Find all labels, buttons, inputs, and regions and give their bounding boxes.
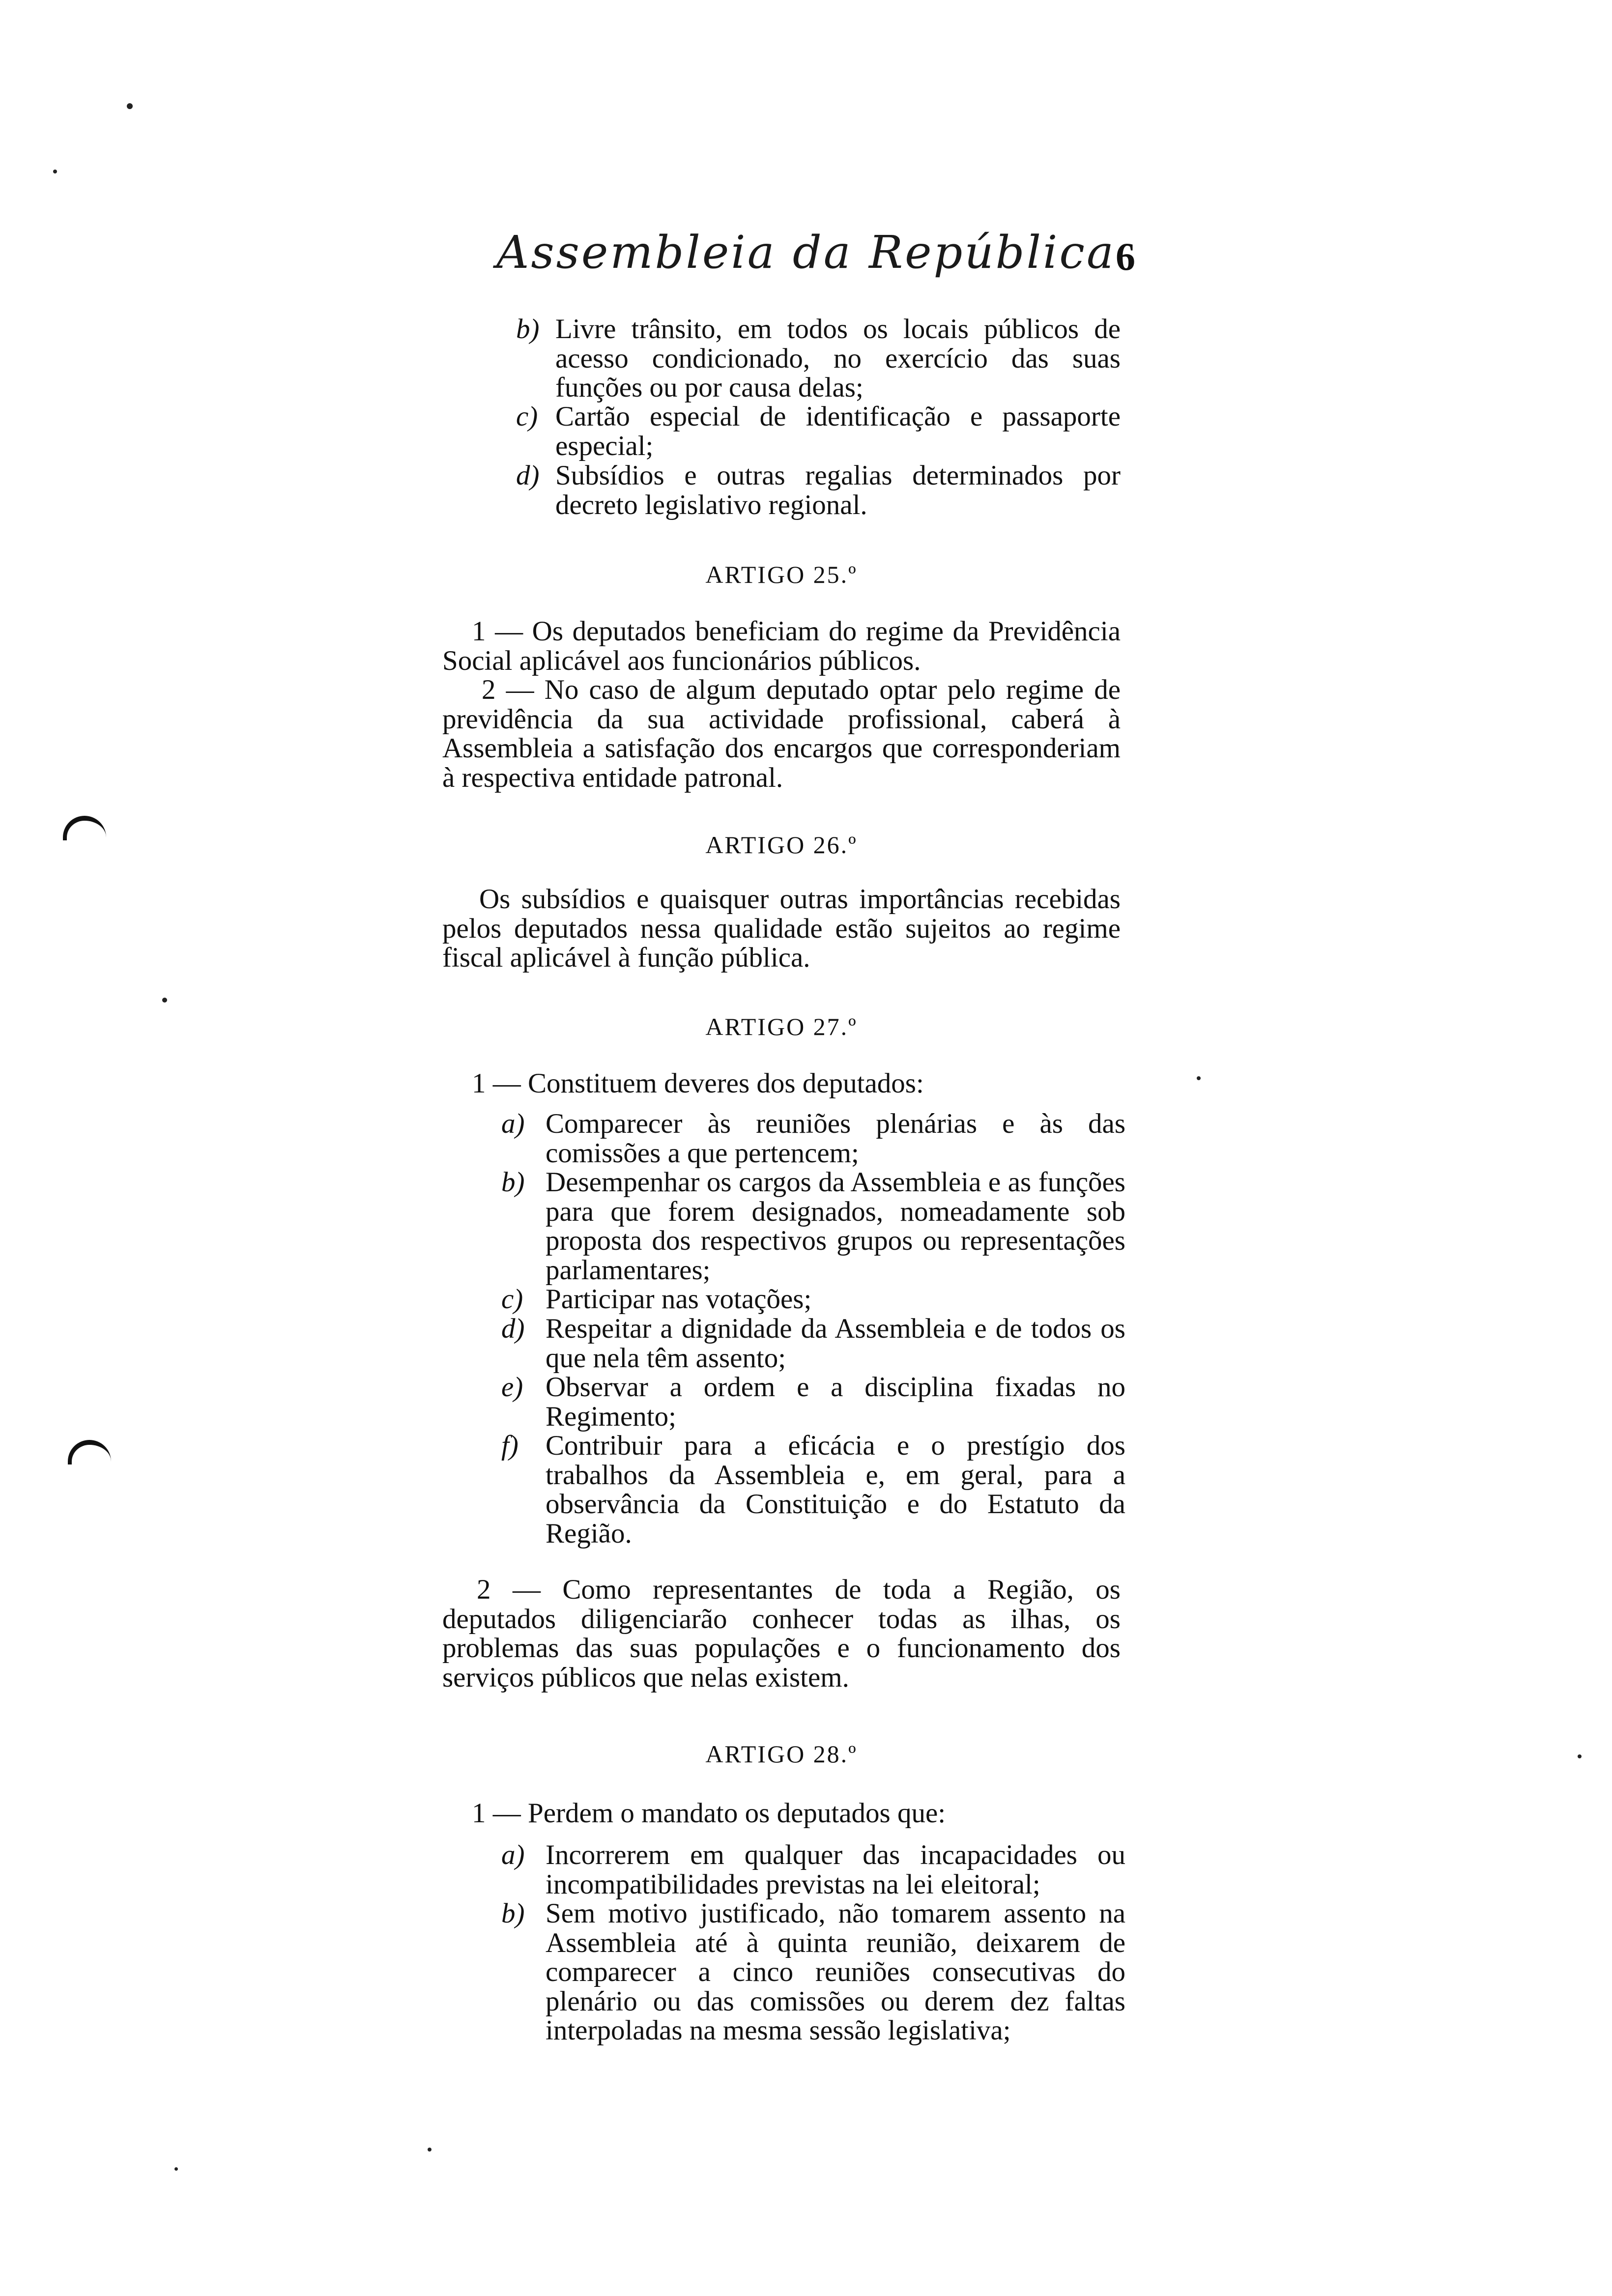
list-text: Cartão especial de identificação e passaporte especial;: [555, 401, 1121, 461]
list-item-d: [501, 1314, 1125, 1373]
list-text: Contribuir para a eficácia e o prestígio dos trabalhos da Assembleia e, em geral, para a observância da Constituição e do Estatuto da Região.: [546, 1430, 1125, 1549]
list-marker: c): [516, 401, 538, 432]
list-item-d: [516, 461, 1121, 519]
list-marker: c): [501, 1284, 523, 1315]
page-number: 6: [1116, 235, 1135, 279]
scan-speck: [174, 2167, 178, 2171]
scan-speck: [1197, 1076, 1201, 1080]
article-26-paragraph: Os subsídios e quaisquer outras importâncias recebidas pelos deputados nessa qualidade estão sujeitos ao regime fiscal aplicável à função pública.: [442, 884, 1121, 973]
list-marker: d): [501, 1313, 525, 1344]
page-header: [496, 216, 1135, 300]
article-heading-25: ARTIGO 25.º: [705, 561, 858, 588]
scan-speck: [162, 998, 167, 1003]
list-text: Observar a ordem e a disciplina fixadas no Regimento;: [546, 1372, 1125, 1432]
article-heading-27: ARTIGO 27.º: [705, 1013, 858, 1040]
list-text: Desempenhar os cargos da Assembleia e as funções para que forem designados, nomeadamente sob proposta dos respectivos grupos ou representações parlamentares;: [546, 1167, 1125, 1286]
article-heading-26: ARTIGO 26.º: [705, 831, 858, 859]
list-marker: b): [501, 1167, 525, 1198]
list-text: Participar nas votações;: [546, 1284, 812, 1315]
list-marker: d): [516, 460, 540, 491]
list-text: Subsídios e outras regalias determinados por decreto legislativo regional.: [555, 460, 1121, 520]
scan-speck: [53, 170, 57, 173]
article-heading-28: ARTIGO 28.º: [705, 1740, 858, 1768]
list-marker: f): [501, 1430, 518, 1461]
article-27-paragraph-2: 2 — Como representantes de toda a Região, os deputados diligenciarão conhecer todas as ilhas, os problemas das suas populações e o funcionamento dos serviços públicos que nelas existem.: [442, 1574, 1121, 1693]
list-marker: b): [501, 1898, 525, 1929]
list-item-c: [516, 402, 1121, 460]
list-item-c: [501, 1285, 1125, 1314]
list-item-e: [501, 1373, 1125, 1431]
header-title: Assembleia da República: [496, 226, 1116, 279]
article-25-paragraph-2: 2 — No caso de algum deputado optar pelo regime de previdência da sua actividade profissional, caberá à Assembleia a satisfação dos encargos que corresponderiam à respectiva entidade patronal.: [442, 674, 1121, 793]
list-marker: a): [501, 1839, 525, 1870]
list-marker: e): [501, 1372, 523, 1403]
article-28-paragraph-1: 1 — Perdem o mandato os deputados que:: [472, 1798, 946, 1829]
list-item-f: [501, 1431, 1125, 1548]
list-text: Incorrerem em qualquer das incapacidades ou incompatibilidades previstas na lei eleitoral;: [546, 1839, 1125, 1900]
list-item-a: [501, 1840, 1125, 1899]
scan-speck: [127, 103, 133, 109]
list-item-b: [501, 1899, 1125, 2045]
list-item-a: [501, 1109, 1125, 1168]
punch-hole-mark: [68, 1440, 111, 1464]
scan-speck: [428, 2148, 432, 2152]
list-text: Sem motivo justificado, não tomarem assento na Assembleia até à quinta reunião, deixarem de comparecer a cinco reuniões consecutivas do plenário ou das comissões ou derem dez faltas interpoladas na mesma sessão legislativa;: [546, 1898, 1125, 2046]
punch-hole-mark: [63, 816, 106, 840]
list-marker: a): [501, 1108, 525, 1139]
list-text: Comparecer às reuniões plenárias e às das comissões a que pertencem;: [546, 1108, 1125, 1169]
scan-speck: [1578, 1754, 1582, 1758]
list-marker: b): [516, 314, 540, 344]
list-item-b: [516, 315, 1121, 402]
list-text: Respeitar a dignidade da Assembleia e de todos os que nela têm assento;: [546, 1313, 1125, 1374]
article-25-paragraph-1: 1 — Os deputados beneficiam do regime da Previdência Social aplicável aos funcionários públicos.: [442, 616, 1121, 676]
list-item-b: [501, 1168, 1125, 1285]
article-27-paragraph-1: 1 — Constituem deveres dos deputados:: [472, 1068, 924, 1099]
list-text: Livre trânsito, em todos os locais públicos de acesso condicionado, no exercício das suas funções ou por causa delas;: [555, 314, 1121, 403]
